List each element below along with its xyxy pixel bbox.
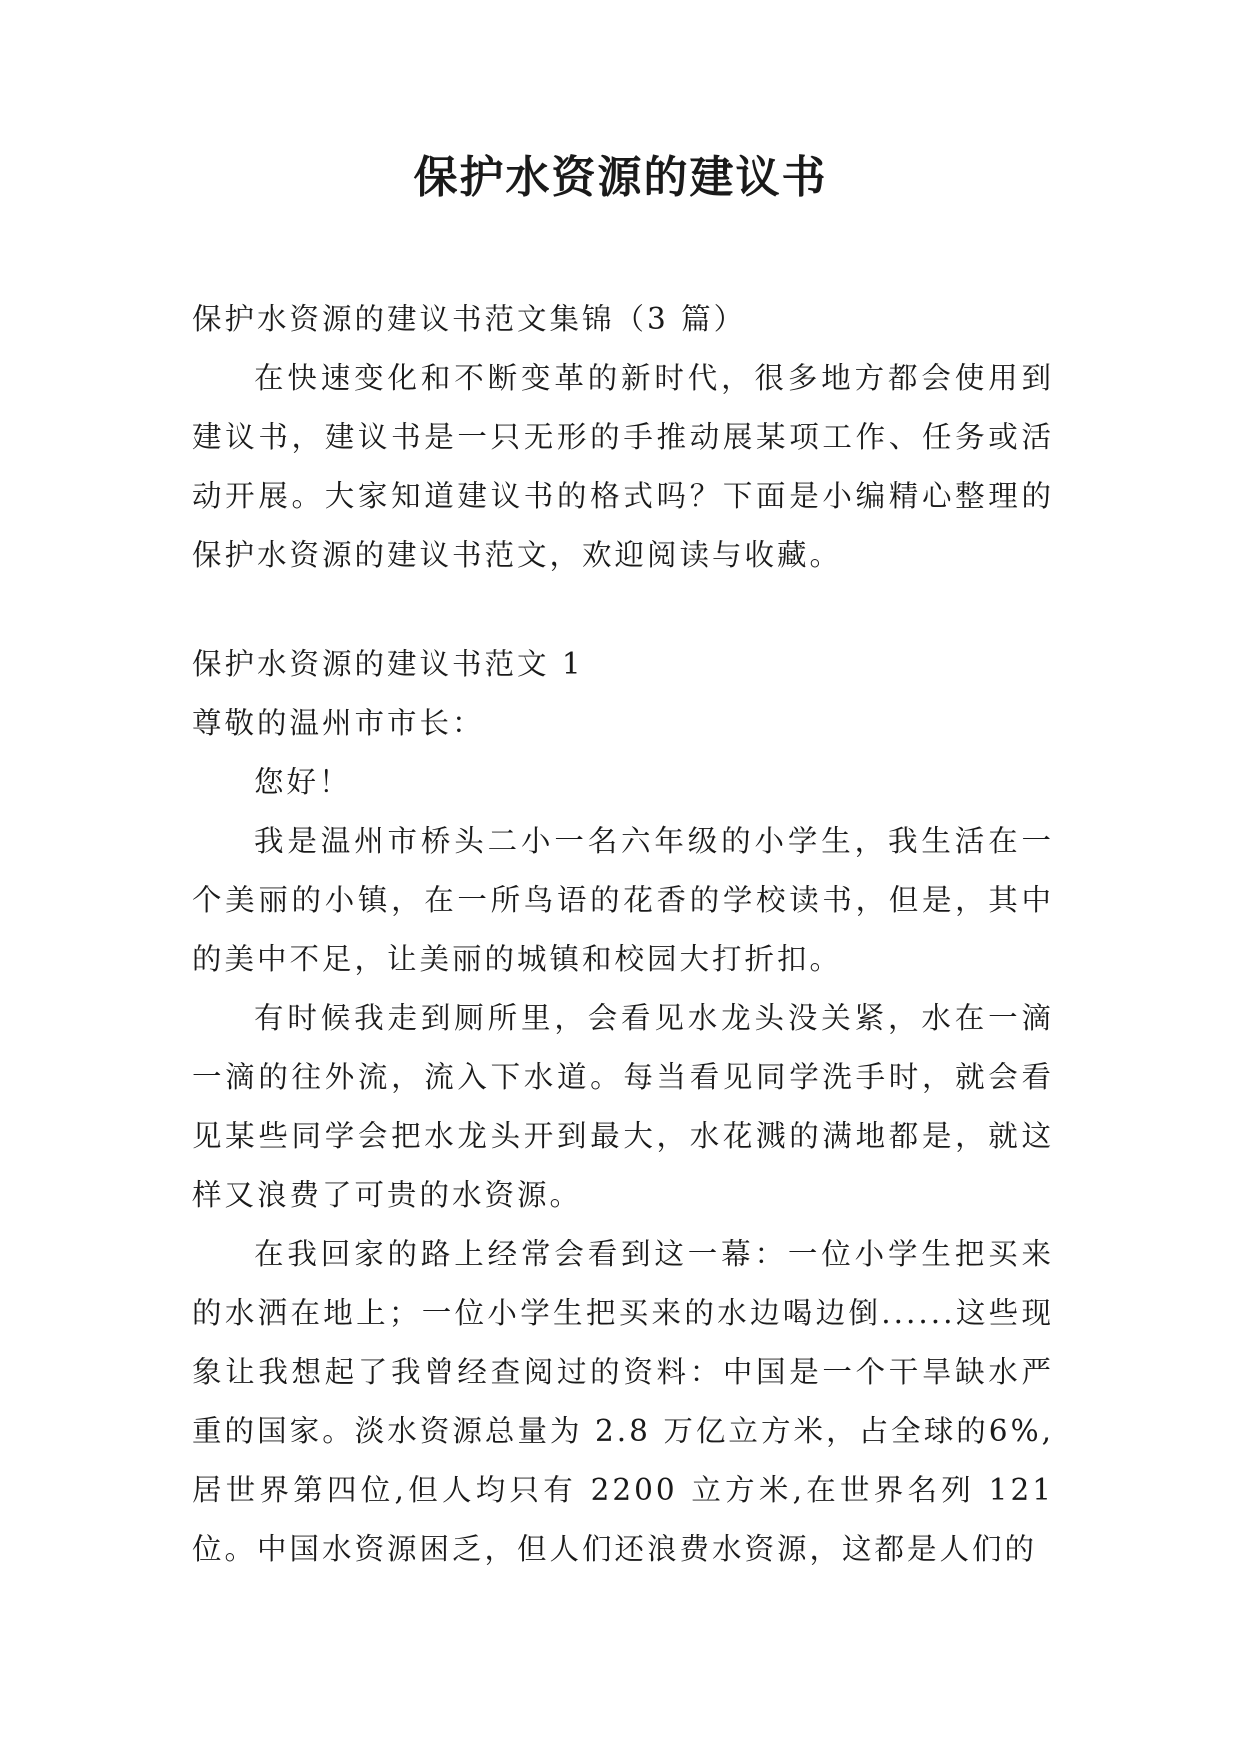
intro-paragraph: 在快速变化和不断变革的新时代，很多地方都会使用到建议书，建议书是一只无形的手推动展某项工作、任务或活动开展。大家知道建议书的格式吗？下面是小编精心整理的保护水资源的建议书范文，欢迎阅读与收藏。	[192, 361, 1054, 572]
body-paragraph: 在我回家的路上经常会看到这一幕：一位小学生把买来的水洒在地上；一位小学生把买来的水边喝边倒......这些现象让我想起了我曾经查阅过的资料：中国是一个干旱缺水严重的国家。淡水资源总量为 2.8 万亿立方米，占全球的6%,居世界第四位,但人均只有 2200 立方米,在世界名列 121位。中国水资源困乏，但人们还浪费水资源，这都是人们的	[192, 1237, 1054, 1566]
section-spacer	[192, 585, 1054, 635]
salutation: 尊敬的温州市市长：	[192, 706, 485, 740]
document-body	[192, 290, 1054, 1579]
essay-heading: 保护水资源的建议书范文 1	[192, 647, 584, 681]
collection-heading: 保护水资源的建议书范文集锦（3 篇）	[192, 302, 747, 336]
body-paragraph: 有时候我走到厕所里，会看见水龙头没关紧，水在一滴一滴的往外流，流入下水道。每当看见同学洗手时，就会看见某些同学会把水龙头开到最大，水花溅的满地都是，就这样又浪费了可贵的水资源。	[192, 1001, 1054, 1212]
greeting: 您好！	[254, 765, 352, 799]
body-paragraph: 我是温州市桥头二小一名六年级的小学生，我生活在一个美丽的小镇，在一所鸟语的花香的学校读书，但是，其中的美中不足，让美丽的城镇和校园大打折扣。	[192, 824, 1054, 976]
document-title: 保护水资源的建议书	[413, 152, 828, 203]
